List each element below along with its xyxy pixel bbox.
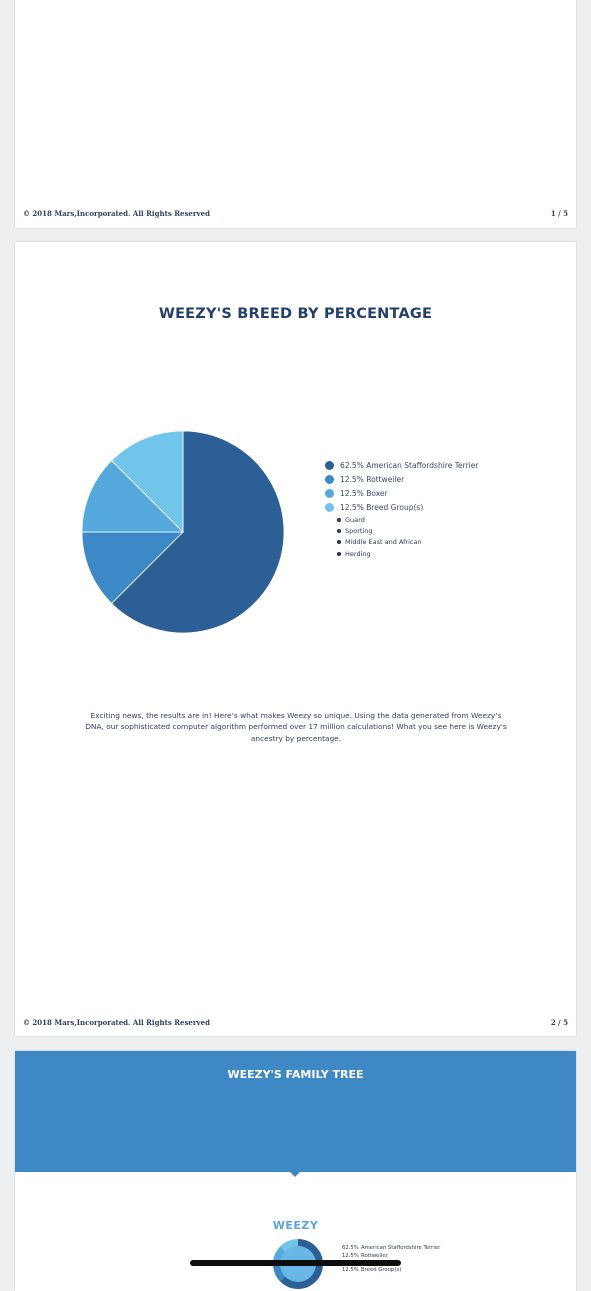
breed-pie-chart bbox=[81, 430, 285, 634]
page-footer bbox=[23, 1018, 568, 1027]
legend-swatch bbox=[325, 475, 334, 484]
legend-item-rottweiler bbox=[325, 472, 478, 486]
report-page-3 bbox=[15, 1051, 576, 1291]
bullet-icon bbox=[337, 529, 341, 533]
header-pointer bbox=[290, 1172, 300, 1177]
legend-swatch bbox=[325, 489, 334, 498]
mini-legend-item bbox=[342, 1244, 440, 1252]
legend-label: 62.5% American Staffordshire Terrier bbox=[340, 460, 479, 470]
bullet-icon bbox=[337, 518, 341, 522]
breed-section-title: WEEZY'S BREED BY PERCENTAGE bbox=[158, 306, 433, 322]
page-footer bbox=[23, 209, 568, 218]
breed-group-item bbox=[337, 525, 478, 536]
report-page-1 bbox=[15, 0, 576, 228]
bullet-icon bbox=[337, 552, 341, 556]
legend-item-amstaff bbox=[325, 458, 478, 472]
breed-group-item bbox=[337, 537, 478, 548]
report-page-2 bbox=[15, 242, 576, 1036]
legend-label: 12.5% Rottweiler bbox=[340, 474, 405, 484]
home-indicator[interactable] bbox=[190, 1260, 401, 1266]
mini-legend-name: American Staffordshire Terrier bbox=[361, 1245, 441, 1251]
breed-group-label: Sporting bbox=[345, 526, 373, 535]
legend-label: 12.5% Breed Group(s) bbox=[340, 502, 424, 512]
mini-legend-item bbox=[342, 1266, 440, 1274]
legend-item-boxer bbox=[325, 486, 478, 500]
breed-group-item bbox=[337, 514, 478, 525]
legend-swatch bbox=[325, 461, 334, 470]
family-tree-legend bbox=[342, 1244, 440, 1274]
legend-swatch bbox=[325, 503, 334, 512]
breed-group-label: Middle East and African bbox=[345, 538, 422, 547]
breed-group-list bbox=[337, 514, 478, 559]
legend-label: 12.5% Boxer bbox=[340, 488, 388, 498]
breed-group-item bbox=[337, 548, 478, 559]
breed-group-label: Herding bbox=[345, 549, 371, 558]
copyright-text: © 2018 Mars,Incorporated. All Rights Reserved bbox=[23, 209, 210, 218]
breed-group-label: Guard bbox=[345, 515, 365, 524]
page-number: 2 / 5 bbox=[550, 1018, 568, 1027]
breed-description: Exciting news, the results are in! Here’s what makes Weezy so unique. Using the data generated from Weezy’s DNA, our sophisticated computer algorithm performed over 17 million calculations! What you see here is Weezy's ancestry by percentage. bbox=[85, 711, 507, 743]
mini-legend-item bbox=[342, 1252, 440, 1260]
family-tree-header bbox=[15, 1051, 576, 1172]
legend-item-breed-groups bbox=[325, 500, 478, 514]
bullet-icon bbox=[337, 540, 341, 544]
pie-legend bbox=[325, 458, 478, 559]
copyright-text: © 2018 Mars,Incorporated. All Rights Reserved bbox=[23, 1018, 210, 1027]
mini-legend-pct: 12.5% bbox=[342, 1267, 359, 1273]
mini-legend-name: Breed Group(s) bbox=[361, 1267, 402, 1273]
mini-legend-name: Rottweiler bbox=[361, 1253, 388, 1259]
mini-legend-pct: 62.5% bbox=[342, 1245, 359, 1251]
page-number: 1 / 5 bbox=[550, 209, 568, 218]
family-tree-title: WEEZY'S FAMILY TREE bbox=[227, 1068, 364, 1081]
dog-name: WEEZY bbox=[272, 1219, 319, 1232]
mini-legend-pct: 12.5% bbox=[342, 1253, 359, 1259]
